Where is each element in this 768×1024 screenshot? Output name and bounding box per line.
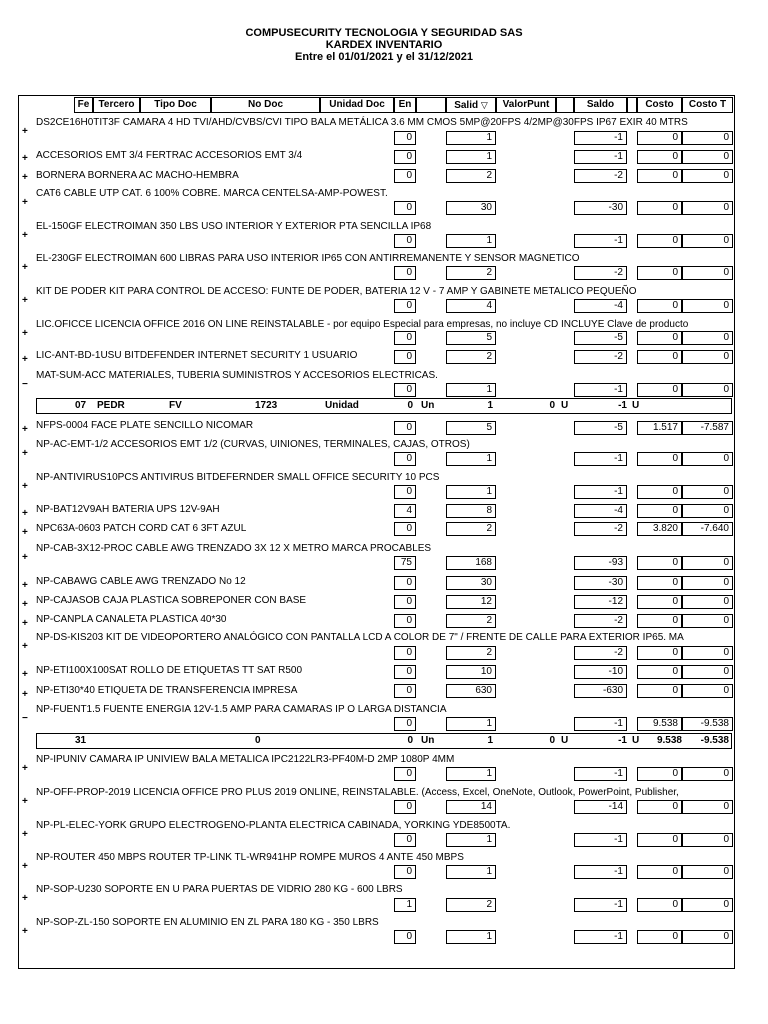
expand-toggle[interactable]: +: [22, 641, 28, 652]
item-description: NP-CABAWG CABLE AWG TRENZADO No 12: [36, 576, 246, 587]
expand-toggle[interactable]: +: [22, 580, 28, 591]
detail-en-unit: Un: [421, 735, 435, 746]
detail-costo-t: -9.538: [700, 735, 729, 746]
item-costo-t[interactable]: 0: [682, 131, 733, 145]
col-salid[interactable]: [446, 97, 496, 113]
expand-toggle[interactable]: +: [22, 796, 28, 807]
item-description: NFPS-0004 FACE PLATE SENCILLO NICOMAR: [36, 420, 254, 431]
col-tercero[interactable]: Tercero: [93, 97, 140, 113]
item-costo-t[interactable]: 0: [682, 299, 733, 313]
detail-en-unit: Un: [421, 400, 435, 411]
item-salid[interactable]: 8: [446, 504, 496, 518]
item-saldo[interactable]: -5: [574, 421, 627, 435]
item-costo[interactable]: 0: [637, 201, 682, 215]
detail-no-doc: 0: [255, 735, 261, 746]
expand-toggle[interactable]: +: [22, 527, 28, 538]
item-saldo[interactable]: -2: [574, 169, 627, 183]
item-saldo[interactable]: -14: [574, 800, 627, 814]
item-costo-t[interactable]: 0: [682, 930, 733, 944]
item-saldo[interactable]: -2: [574, 522, 627, 536]
item-salid[interactable]: 168: [446, 556, 496, 570]
detail-saldo: -1: [618, 735, 627, 746]
detail-fe: 07: [75, 400, 87, 411]
col-costo[interactable]: Costo: [637, 97, 682, 113]
item-saldo[interactable]: -1: [574, 930, 627, 944]
detail-unidad-doc: Unidad: [325, 400, 359, 411]
item-salid[interactable]: 1: [446, 767, 496, 781]
item-costo-t[interactable]: 0: [682, 614, 733, 628]
item-en[interactable]: 4: [394, 504, 416, 518]
item-costo-t[interactable]: 0: [682, 169, 733, 183]
item-en[interactable]: 0: [394, 614, 416, 628]
item-en[interactable]: 0: [394, 331, 416, 345]
col-valor-unit: [556, 97, 574, 113]
detail-costo: 9.538: [656, 735, 682, 746]
item-description: NP-ETI100X100SAT ROLLO DE ETIQUETAS TT SAT R500: [36, 665, 303, 676]
expand-toggle[interactable]: +: [22, 172, 28, 183]
detail-row: [36, 398, 732, 414]
item-saldo[interactable]: -4: [574, 504, 627, 518]
expand-toggle[interactable]: +: [22, 153, 28, 164]
item-salid[interactable]: 2: [446, 898, 496, 912]
col-costo-t[interactable]: Costo T: [682, 97, 733, 113]
item-en[interactable]: 0: [394, 299, 416, 313]
col-en-unit: [416, 97, 446, 113]
item-saldo[interactable]: -1: [574, 865, 627, 879]
item-salid[interactable]: 1: [446, 833, 496, 847]
item-saldo[interactable]: -1: [574, 131, 627, 145]
item-salid[interactable]: 2: [446, 646, 496, 660]
col-no-doc[interactable]: No Doc: [211, 97, 320, 113]
item-description: NP-FUENT1.5 FUENTE ENERGIA 12V-1.5 AMP PARA CAMARAS IP O LARGA DISTANCIA: [36, 704, 447, 715]
item-salid[interactable]: 30: [446, 201, 496, 215]
item-en[interactable]: 0: [394, 383, 416, 397]
item-salid[interactable]: 30: [446, 576, 496, 590]
item-salid[interactable]: 1: [446, 150, 496, 164]
item-saldo[interactable]: -30: [574, 201, 627, 215]
expand-toggle[interactable]: +: [22, 197, 28, 208]
item-saldo[interactable]: -2: [574, 266, 627, 280]
item-costo[interactable]: 9.538: [637, 717, 682, 731]
detail-fe: 31: [75, 735, 87, 746]
detail-saldo-unit: U: [632, 735, 640, 746]
item-costo-t[interactable]: 0: [682, 452, 733, 466]
item-en[interactable]: 0: [394, 266, 416, 280]
item-salid[interactable]: 1: [446, 234, 496, 248]
item-salid[interactable]: 1: [446, 717, 496, 731]
expand-toggle[interactable]: +: [22, 829, 28, 840]
item-costo[interactable]: 0: [637, 898, 682, 912]
item-saldo[interactable]: -1: [574, 767, 627, 781]
item-costo-t[interactable]: 0: [682, 234, 733, 248]
item-salid[interactable]: 1: [446, 865, 496, 879]
expand-toggle[interactable]: +: [22, 508, 28, 519]
item-costo[interactable]: 0: [637, 150, 682, 164]
item-salid[interactable]: 1: [446, 485, 496, 499]
expand-toggle[interactable]: +: [22, 599, 28, 610]
detail-valor-unit: U: [561, 400, 569, 411]
expand-toggle[interactable]: +: [22, 552, 28, 563]
item-costo[interactable]: 0: [637, 452, 682, 466]
col-saldo[interactable]: Saldo: [574, 97, 627, 113]
item-description: LIC.OFICCE LICENCIA OFFICE 2016 ON LINE REINSTALABLE - por equipo Especial para empresas, no incluye CD INCLUYE Clave de producto: [36, 319, 689, 330]
item-en[interactable]: 0: [394, 595, 416, 609]
item-costo-t[interactable]: 0: [682, 800, 733, 814]
item-description: NP-ETI30*40 ETIQUETA DE TRANSFERENCIA IMPRESA: [36, 685, 298, 696]
item-en[interactable]: 0: [394, 665, 416, 679]
item-en[interactable]: 0: [394, 767, 416, 781]
item-description: KIT DE PODER KIT PARA CONTROL DE ACCESO: FUNTE DE PODER, BATERIA 12 V - 7 AMP Y GABINETE METALICO PEQUEÑO: [36, 286, 637, 297]
item-costo-t[interactable]: 0: [682, 556, 733, 570]
item-description: EL-150GF ELECTROIMAN 350 LBS USO INTERIOR Y EXTERIOR PTA SENCILLA IP68: [36, 221, 432, 232]
item-costo[interactable]: 0: [637, 865, 682, 879]
item-costo[interactable]: 0: [637, 800, 682, 814]
item-costo[interactable]: 0: [637, 556, 682, 570]
item-costo-t[interactable]: 0: [682, 898, 733, 912]
item-salid[interactable]: 12: [446, 595, 496, 609]
date-range: Entre el 01/01/2021 y el 31/12/2021: [295, 51, 473, 63]
detail-valor-punt: 0: [549, 735, 555, 746]
item-costo-t[interactable]: 0: [682, 504, 733, 518]
item-en[interactable]: 0: [394, 169, 416, 183]
item-saldo[interactable]: -1: [574, 485, 627, 499]
col-salid-label: Salid: [454, 100, 479, 111]
item-description: NP-OFF-PROP-2019 LICENCIA OFFICE PRO PLUS 2019 ONLINE, REINSTALABLE. (Access, Excel, OneNote, Outlook, PowerPoint, Publisher,: [36, 787, 679, 798]
item-costo[interactable]: 0: [637, 504, 682, 518]
item-saldo[interactable]: -1: [574, 234, 627, 248]
col-fe[interactable]: Fe: [74, 97, 93, 113]
item-costo[interactable]: 0: [637, 485, 682, 499]
item-salid[interactable]: 5: [446, 421, 496, 435]
item-costo[interactable]: 0: [637, 299, 682, 313]
item-saldo[interactable]: -630: [574, 684, 627, 698]
item-costo-t[interactable]: 0: [682, 485, 733, 499]
item-costo-t[interactable]: 0: [682, 665, 733, 679]
item-description: NP-SOP-U230 SOPORTE EN U PARA PUERTAS DE VIDRIO 280 KG - 600 LBRS: [36, 884, 403, 895]
detail-tipo-doc: FV: [169, 400, 182, 411]
item-en[interactable]: 0: [394, 717, 416, 731]
expand-toggle[interactable]: +: [22, 295, 28, 306]
item-costo[interactable]: 0: [637, 576, 682, 590]
item-saldo[interactable]: -93: [574, 556, 627, 570]
item-en[interactable]: 0: [394, 234, 416, 248]
item-description: NP-CAJASOB CAJA PLASTICA SOBREPONER CON BASE: [36, 595, 307, 606]
item-saldo[interactable]: -5: [574, 331, 627, 345]
item-en[interactable]: 0: [394, 350, 416, 364]
item-costo-t[interactable]: -7.640: [682, 522, 733, 536]
item-description: NP-CAB-3X12-PROC CABLE AWG TRENZADO 3X 12 X METRO MARCA PROCABLES: [36, 543, 432, 554]
item-costo-t[interactable]: 0: [682, 383, 733, 397]
detail-salid: 1: [487, 400, 493, 411]
item-description: NP-CANPLA CANALETA PLASTICA 40*30: [36, 614, 227, 625]
item-costo-t[interactable]: 0: [682, 150, 733, 164]
item-costo-t[interactable]: -7.587: [682, 421, 733, 435]
item-description: NP-AC-EMT-1/2 ACCESORIOS EMT 1/2 (CURVAS, UINIONES, TERMINALES, CAJAS, OTROS): [36, 439, 470, 450]
item-costo[interactable]: 1.517: [637, 421, 682, 435]
item-salid[interactable]: 10: [446, 665, 496, 679]
item-en[interactable]: 0: [394, 646, 416, 660]
item-costo-t[interactable]: 0: [682, 331, 733, 345]
detail-no-doc: 1723: [255, 400, 278, 411]
col-en[interactable]: En: [394, 97, 416, 113]
item-saldo[interactable]: -1: [574, 452, 627, 466]
detail-saldo-unit: U: [632, 400, 640, 411]
item-en[interactable]: 0: [394, 150, 416, 164]
item-saldo[interactable]: -2: [574, 614, 627, 628]
col-unidad-doc[interactable]: Unidad Doc: [320, 97, 394, 113]
item-en[interactable]: 0: [394, 576, 416, 590]
item-costo-t[interactable]: 0: [682, 684, 733, 698]
item-description: EL-230GF ELECTROIMAN 600 LIBRAS PARA USO INTERIOR IP65 CON ANTIRREMANENTE Y SENSOR MAGNETICO: [36, 253, 580, 264]
item-en[interactable]: 0: [394, 131, 416, 145]
item-saldo[interactable]: -12: [574, 595, 627, 609]
item-costo[interactable]: 0: [637, 383, 682, 397]
item-costo[interactable]: 0: [637, 930, 682, 944]
item-description: LIC-ANT-BD-1USU BITDEFENDER INTERNET SECURITY 1 USUARIO: [36, 350, 358, 361]
detail-salid: 1: [487, 735, 493, 746]
expand-toggle[interactable]: +: [22, 861, 28, 872]
expand-toggle[interactable]: +: [22, 424, 28, 435]
detail-en: 0: [407, 735, 413, 746]
item-description: ACCESORIOS EMT 3/4 FERTRAC ACCESORIOS EMT 3/4: [36, 150, 303, 161]
item-costo-t[interactable]: 0: [682, 833, 733, 847]
expand-toggle[interactable]: +: [22, 262, 28, 273]
item-description: NP-SOP-ZL-150 SOPORTE EN ALUMINIO EN ZL PARA 180 KG - 350 LBRS: [36, 917, 379, 928]
item-costo[interactable]: 0: [637, 684, 682, 698]
expand-toggle[interactable]: +: [22, 763, 28, 774]
detail-valor-punt: 0: [549, 400, 555, 411]
item-en[interactable]: 0: [394, 485, 416, 499]
item-description: NP-ANTIVIRUS10PCS ANTIVIRUS BITDEFERNDER SMALL OFFICE SECURITY 10 PCS: [36, 472, 440, 483]
detail-row: [36, 733, 732, 749]
item-costo[interactable]: 0: [637, 131, 682, 145]
item-costo[interactable]: 0: [637, 614, 682, 628]
report-title: KARDEX INVENTARIO: [325, 39, 443, 51]
item-description: NPC63A-0603 PATCH CORD CAT 6 3FT AZUL: [36, 523, 247, 534]
expand-toggle[interactable]: +: [22, 230, 28, 241]
item-en[interactable]: 0: [394, 684, 416, 698]
company-name: COMPUSECURITY TECNOLOGIA Y SEGURIDAD SAS: [245, 27, 523, 39]
item-salid[interactable]: 2: [446, 614, 496, 628]
item-salid[interactable]: 1: [446, 452, 496, 466]
item-costo[interactable]: 0: [637, 767, 682, 781]
item-costo-t[interactable]: 0: [682, 576, 733, 590]
sort-down-icon[interactable]: ▽: [480, 100, 488, 110]
item-costo[interactable]: 0: [637, 646, 682, 660]
item-costo-t[interactable]: 0: [682, 767, 733, 781]
detail-valor-unit: U: [561, 735, 569, 746]
item-salid[interactable]: 14: [446, 800, 496, 814]
item-costo[interactable]: 0: [637, 350, 682, 364]
expand-toggle[interactable]: +: [22, 481, 28, 492]
item-salid[interactable]: 1: [446, 930, 496, 944]
expand-toggle[interactable]: +: [22, 669, 28, 680]
item-saldo[interactable]: -2: [574, 646, 627, 660]
item-salid[interactable]: 5: [446, 331, 496, 345]
item-saldo[interactable]: -2: [574, 350, 627, 364]
item-en[interactable]: 0: [394, 452, 416, 466]
item-en[interactable]: 0: [394, 865, 416, 879]
item-salid[interactable]: 630: [446, 684, 496, 698]
col-valor-punt[interactable]: ValorPunt: [496, 97, 556, 113]
detail-en: 0: [407, 400, 413, 411]
item-en[interactable]: 75: [394, 556, 416, 570]
item-saldo[interactable]: -1: [574, 150, 627, 164]
item-salid[interactable]: 2: [446, 350, 496, 364]
expand-toggle[interactable]: +: [22, 328, 28, 339]
item-description: NP-BAT12V9AH BATERIA UPS 12V-9AH: [36, 504, 220, 515]
collapse-toggle[interactable]: −: [22, 713, 28, 724]
item-saldo[interactable]: -1: [574, 833, 627, 847]
item-en[interactable]: 0: [394, 930, 416, 944]
item-salid[interactable]: 1: [446, 383, 496, 397]
item-description: DS2CE16H0TIT3F CAMARA 4 HD TVI/AHD/CVBS/CVI TIPO BALA METÁLICA 3.6 MM CMOS 5MP@20FPS 4/2MP@30FPS IP67 EXIR 40 MTRS: [36, 117, 688, 128]
item-description: NP-PL-ELEC-YORK GRUPO ELECTROGENO-PLANTA ELECTRICA CABINADA, YORKING YDE8500TA.: [36, 820, 511, 831]
item-saldo[interactable]: -1: [574, 383, 627, 397]
item-en[interactable]: 0: [394, 201, 416, 215]
item-costo[interactable]: 0: [637, 234, 682, 248]
item-salid[interactable]: 1: [446, 131, 496, 145]
detail-tercero: PEDR: [97, 400, 125, 411]
item-en[interactable]: 0: [394, 833, 416, 847]
item-saldo[interactable]: -30: [574, 576, 627, 590]
col-saldo-unit: [627, 97, 637, 113]
item-costo-t[interactable]: 0: [682, 865, 733, 879]
item-description: NP-ROUTER 450 MBPS ROUTER TP-LINK TL-WR941HP ROMPE MUROS 4 ANTE 450 MBPS: [36, 852, 464, 863]
item-description: BORNERA BORNERA AC MACHO-HEMBRA: [36, 170, 239, 181]
item-salid[interactable]: 2: [446, 169, 496, 183]
item-costo[interactable]: 0: [637, 595, 682, 609]
item-saldo[interactable]: -4: [574, 299, 627, 313]
detail-saldo: -1: [618, 400, 627, 411]
col-tipo-doc[interactable]: Tipo Doc: [140, 97, 211, 113]
item-costo-t[interactable]: 0: [682, 595, 733, 609]
item-en[interactable]: 0: [394, 522, 416, 536]
collapse-toggle[interactable]: −: [22, 379, 28, 390]
item-en[interactable]: 0: [394, 421, 416, 435]
item-costo-t[interactable]: 0: [682, 266, 733, 280]
expand-toggle[interactable]: +: [22, 354, 28, 365]
item-description: NP-IPUNIV CAMARA IP UNIVIEW BALA METALICA IPC2122LR3-PF40M-D 2MP 1080P 4MM: [36, 754, 455, 765]
expand-toggle[interactable]: +: [22, 448, 28, 459]
item-costo[interactable]: 0: [637, 833, 682, 847]
item-saldo[interactable]: -1: [574, 717, 627, 731]
item-salid[interactable]: 2: [446, 266, 496, 280]
item-description: CAT6 CABLE UTP CAT. 6 100% COBRE. MARCA CENTELSA-AMP-POWEST.: [36, 188, 388, 199]
item-costo[interactable]: 0: [637, 266, 682, 280]
item-costo-t[interactable]: 0: [682, 350, 733, 364]
expand-toggle[interactable]: +: [22, 893, 28, 904]
item-costo-t[interactable]: -9.538: [682, 717, 733, 731]
item-costo[interactable]: 0: [637, 665, 682, 679]
item-costo[interactable]: 0: [637, 169, 682, 183]
expand-toggle[interactable]: +: [22, 926, 28, 937]
item-salid[interactable]: 2: [446, 522, 496, 536]
expand-toggle[interactable]: +: [22, 618, 28, 629]
item-costo-t[interactable]: 0: [682, 201, 733, 215]
item-costo-t[interactable]: 0: [682, 646, 733, 660]
item-saldo[interactable]: -10: [574, 665, 627, 679]
item-description: NP-DS-KIS203 KIT DE VIDEOPORTERO ANALÓGICO CON PANTALLA LCD A COLOR DE 7" / FRENTE DE CALLE PARA EXTERIOR IP65. MA: [36, 632, 684, 643]
expand-toggle[interactable]: +: [22, 126, 28, 137]
item-costo[interactable]: 0: [637, 331, 682, 345]
item-saldo[interactable]: -1: [574, 898, 627, 912]
expand-toggle[interactable]: +: [22, 689, 28, 700]
item-description: MAT-SUM-ACC MATERIALES, TUBERIA SUMINISTROS Y ACCESORIOS ELECTRICAS.: [36, 370, 438, 381]
item-en[interactable]: 0: [394, 800, 416, 814]
item-en[interactable]: 1: [394, 898, 416, 912]
item-salid[interactable]: 4: [446, 299, 496, 313]
item-costo[interactable]: 3.820: [637, 522, 682, 536]
